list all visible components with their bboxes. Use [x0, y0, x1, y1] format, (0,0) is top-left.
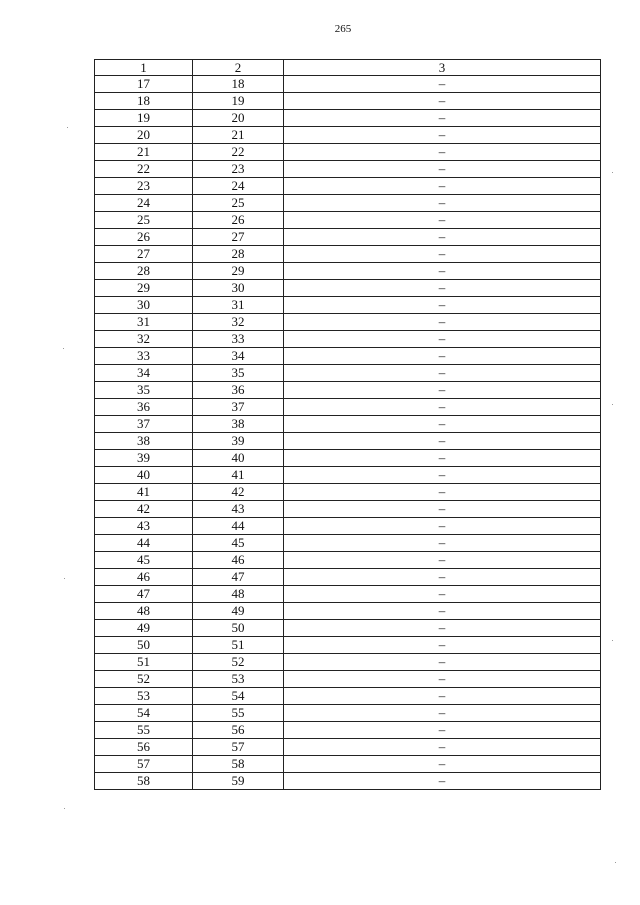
table-cell-col-3: – — [284, 280, 601, 297]
table-cell-col-1: 18 — [95, 93, 193, 110]
table-cell-col-3: – — [284, 314, 601, 331]
table-row — [95, 569, 601, 586]
table-cell-col-2: 29 — [193, 263, 284, 280]
table-row — [95, 433, 601, 450]
table-row — [95, 127, 601, 144]
table-cell-col-1: 35 — [95, 382, 193, 399]
table-cell-col-2: 51 — [193, 637, 284, 654]
table-cell-col-2: 27 — [193, 229, 284, 246]
table-cell-col-2: 43 — [193, 501, 284, 518]
table-cell-col-3: – — [284, 535, 601, 552]
table-cell-col-3: – — [284, 297, 601, 314]
column-header-3: 3 — [284, 60, 601, 76]
table-cell-col-1: 27 — [95, 246, 193, 263]
table-row — [95, 637, 601, 654]
table-cell-col-1: 21 — [95, 144, 193, 161]
table-row — [95, 518, 601, 535]
table-cell-col-3: – — [284, 93, 601, 110]
table-cell-col-1: 38 — [95, 433, 193, 450]
table-row — [95, 399, 601, 416]
table-cell-col-1: 34 — [95, 365, 193, 382]
table-cell-col-2: 22 — [193, 144, 284, 161]
table-cell-col-2: 48 — [193, 586, 284, 603]
table-cell-col-2: 57 — [193, 739, 284, 756]
table-cell-col-2: 23 — [193, 161, 284, 178]
table-row — [95, 756, 601, 773]
table-cell-col-3: – — [284, 518, 601, 535]
table-cell-col-2: 36 — [193, 382, 284, 399]
table-cell-col-1: 23 — [95, 178, 193, 195]
table-cell-col-1: 47 — [95, 586, 193, 603]
table-cell-col-3: – — [284, 688, 601, 705]
table-cell-col-1: 42 — [95, 501, 193, 518]
table-cell-col-3: – — [284, 212, 601, 229]
table-cell-col-2: 55 — [193, 705, 284, 722]
table-cell-col-2: 21 — [193, 127, 284, 144]
table-row — [95, 603, 601, 620]
table-cell-col-1: 57 — [95, 756, 193, 773]
table-row — [95, 195, 601, 212]
table-row — [95, 76, 601, 93]
table-cell-col-1: 17 — [95, 76, 193, 93]
table-row — [95, 450, 601, 467]
scan-speck — [612, 172, 613, 173]
table-cell-col-2: 40 — [193, 450, 284, 467]
table-row — [95, 382, 601, 399]
table-row — [95, 348, 601, 365]
table-cell-col-1: 37 — [95, 416, 193, 433]
table-cell-col-1: 43 — [95, 518, 193, 535]
table-cell-col-3: – — [284, 739, 601, 756]
table-cell-col-2: 19 — [193, 93, 284, 110]
table-cell-col-3: – — [284, 76, 601, 93]
table-cell-col-2: 38 — [193, 416, 284, 433]
table-cell-col-2: 59 — [193, 773, 284, 790]
table-row — [95, 552, 601, 569]
scan-speck — [64, 578, 65, 579]
table-cell-col-2: 50 — [193, 620, 284, 637]
header-row — [95, 60, 601, 76]
table-row — [95, 93, 601, 110]
table-cell-col-1: 50 — [95, 637, 193, 654]
table-cell-col-2: 26 — [193, 212, 284, 229]
table-cell-col-1: 51 — [95, 654, 193, 671]
scan-speck — [612, 404, 613, 405]
table-cell-col-2: 32 — [193, 314, 284, 331]
table-row — [95, 416, 601, 433]
page-number: 265 — [334, 23, 352, 35]
table-cell-col-3: – — [284, 416, 601, 433]
table-cell-col-3: – — [284, 620, 601, 637]
table-cell-col-3: – — [284, 756, 601, 773]
table-row — [95, 688, 601, 705]
table-row — [95, 229, 601, 246]
table-body — [95, 76, 601, 790]
table-row — [95, 535, 601, 552]
table-cell-col-3: – — [284, 161, 601, 178]
table-cell-col-2: 34 — [193, 348, 284, 365]
table-cell-col-3: – — [284, 569, 601, 586]
table-cell-col-3: – — [284, 144, 601, 161]
table-row — [95, 161, 601, 178]
table-cell-col-3: – — [284, 246, 601, 263]
table-cell-col-2: 58 — [193, 756, 284, 773]
table-row — [95, 654, 601, 671]
table-cell-col-2: 31 — [193, 297, 284, 314]
table-cell-col-3: – — [284, 484, 601, 501]
table-cell-col-2: 45 — [193, 535, 284, 552]
table-cell-col-1: 36 — [95, 399, 193, 416]
table-cell-col-3: – — [284, 501, 601, 518]
table-cell-col-1: 49 — [95, 620, 193, 637]
table-cell-col-2: 37 — [193, 399, 284, 416]
table-cell-col-3: – — [284, 382, 601, 399]
table-row — [95, 110, 601, 127]
column-header-1: 1 — [95, 60, 193, 76]
table-row — [95, 263, 601, 280]
table-row — [95, 144, 601, 161]
table-cell-col-2: 52 — [193, 654, 284, 671]
table-cell-col-2: 54 — [193, 688, 284, 705]
table-row — [95, 620, 601, 637]
table-row — [95, 314, 601, 331]
table-cell-col-2: 25 — [193, 195, 284, 212]
table-cell-col-1: 48 — [95, 603, 193, 620]
table-cell-col-1: 39 — [95, 450, 193, 467]
table-cell-col-1: 58 — [95, 773, 193, 790]
table-cell-col-1: 44 — [95, 535, 193, 552]
table-cell-col-1: 46 — [95, 569, 193, 586]
table-cell-col-3: – — [284, 467, 601, 484]
table-cell-col-2: 42 — [193, 484, 284, 501]
scan-speck — [612, 640, 613, 641]
table-cell-col-2: 20 — [193, 110, 284, 127]
table-cell-col-1: 26 — [95, 229, 193, 246]
table-row — [95, 246, 601, 263]
table-cell-col-3: – — [284, 263, 601, 280]
table-cell-col-1: 55 — [95, 722, 193, 739]
table-cell-col-1: 52 — [95, 671, 193, 688]
table-cell-col-1: 29 — [95, 280, 193, 297]
table-cell-col-2: 41 — [193, 467, 284, 484]
table-cell-col-2: 53 — [193, 671, 284, 688]
table-cell-col-3: – — [284, 671, 601, 688]
table-cell-col-1: 24 — [95, 195, 193, 212]
table-cell-col-1: 28 — [95, 263, 193, 280]
table-cell-col-3: – — [284, 178, 601, 195]
table-row — [95, 773, 601, 790]
table-cell-col-1: 22 — [95, 161, 193, 178]
table-cell-col-1: 45 — [95, 552, 193, 569]
data-table — [94, 59, 601, 790]
table-row — [95, 484, 601, 501]
table-cell-col-3: – — [284, 450, 601, 467]
table-cell-col-2: 28 — [193, 246, 284, 263]
table-row — [95, 297, 601, 314]
table-cell-col-2: 24 — [193, 178, 284, 195]
scan-speck — [67, 127, 68, 128]
table-row — [95, 212, 601, 229]
table-cell-col-1: 30 — [95, 297, 193, 314]
table-cell-col-2: 33 — [193, 331, 284, 348]
table-cell-col-2: 47 — [193, 569, 284, 586]
table-cell-col-3: – — [284, 773, 601, 790]
table-cell-col-3: – — [284, 654, 601, 671]
table-row — [95, 722, 601, 739]
table-cell-col-3: – — [284, 195, 601, 212]
scan-speck — [615, 862, 616, 863]
table-row — [95, 501, 601, 518]
table-row — [95, 671, 601, 688]
table-cell-col-3: – — [284, 110, 601, 127]
table-cell-col-1: 40 — [95, 467, 193, 484]
column-header-2: 2 — [193, 60, 284, 76]
table-cell-col-2: 44 — [193, 518, 284, 535]
table-cell-col-2: 30 — [193, 280, 284, 297]
table-cell-col-1: 20 — [95, 127, 193, 144]
table-cell-col-3: – — [284, 229, 601, 246]
table-row — [95, 280, 601, 297]
table-cell-col-1: 53 — [95, 688, 193, 705]
table-cell-col-2: 49 — [193, 603, 284, 620]
table-cell-col-1: 31 — [95, 314, 193, 331]
table-cell-col-3: – — [284, 433, 601, 450]
table-cell-col-1: 41 — [95, 484, 193, 501]
table-row — [95, 178, 601, 195]
scan-speck — [63, 348, 64, 349]
scan-speck — [64, 808, 65, 809]
table-cell-col-3: – — [284, 552, 601, 569]
table-cell-col-1: 25 — [95, 212, 193, 229]
table-row — [95, 586, 601, 603]
table-cell-col-2: 39 — [193, 433, 284, 450]
table-cell-col-1: 32 — [95, 331, 193, 348]
table-cell-col-3: – — [284, 127, 601, 144]
table-cell-col-3: – — [284, 637, 601, 654]
table-row — [95, 331, 601, 348]
table-cell-col-3: – — [284, 365, 601, 382]
table-row — [95, 739, 601, 756]
table-cell-col-3: – — [284, 603, 601, 620]
table-row — [95, 705, 601, 722]
table-cell-col-1: 33 — [95, 348, 193, 365]
table-row — [95, 467, 601, 484]
table-cell-col-3: – — [284, 348, 601, 365]
table-cell-col-2: 35 — [193, 365, 284, 382]
table-cell-col-3: – — [284, 722, 601, 739]
table-cell-col-1: 56 — [95, 739, 193, 756]
table-cell-col-3: – — [284, 331, 601, 348]
table-cell-col-3: – — [284, 586, 601, 603]
table-row — [95, 365, 601, 382]
table-cell-col-3: – — [284, 399, 601, 416]
table-cell-col-3: – — [284, 705, 601, 722]
table-cell-col-2: 56 — [193, 722, 284, 739]
table-cell-col-2: 46 — [193, 552, 284, 569]
table-cell-col-1: 54 — [95, 705, 193, 722]
table-cell-col-1: 19 — [95, 110, 193, 127]
table-cell-col-2: 18 — [193, 76, 284, 93]
